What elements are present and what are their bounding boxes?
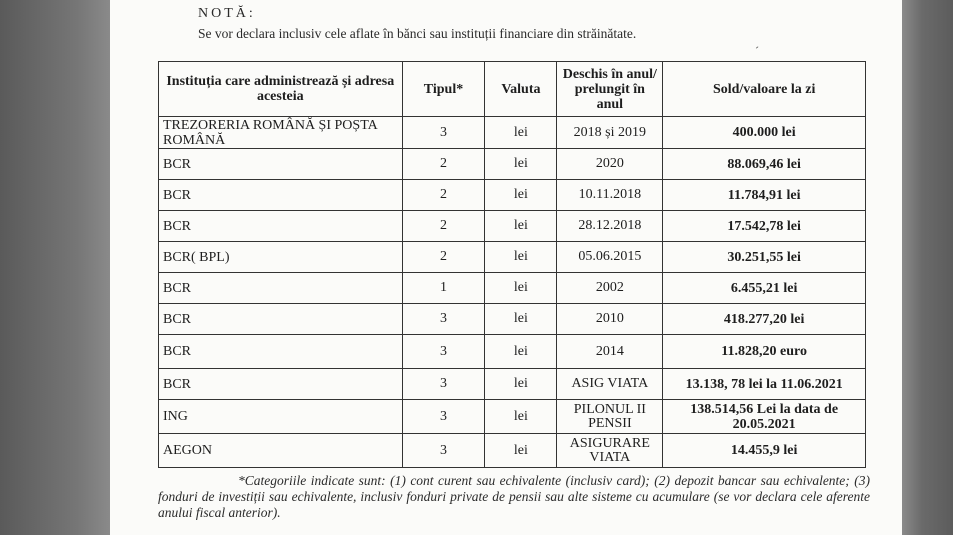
cell-balance: 418.277,20 lei xyxy=(663,304,866,335)
cell-institution: BCR xyxy=(159,369,403,400)
cell-institution: BCR xyxy=(159,149,403,180)
table-row xyxy=(159,304,866,335)
header-type: Tipul* xyxy=(402,62,485,117)
cell-currency: lei xyxy=(485,211,557,242)
cell-type: 2 xyxy=(402,242,485,273)
cell-currency: lei xyxy=(485,335,557,369)
cell-currency: lei xyxy=(485,304,557,335)
cell-type: 3 xyxy=(402,434,485,468)
cell-balance: 14.455,9 lei xyxy=(663,434,866,468)
header-balance: Sold/valoare la zi xyxy=(663,62,866,117)
cell-institution: BCR xyxy=(159,180,403,211)
cell-type: 2 xyxy=(402,211,485,242)
cell-currency: lei xyxy=(485,400,557,434)
cell-type: 3 xyxy=(402,335,485,369)
table-header-row xyxy=(159,62,866,117)
footnote-text: *Categoriile indicate sunt: (1) cont curent sau echivalente (inclusiv card); (2) depozit bancar sau echivalente; (3) fonduri de investiții sau echivalente, inclusiv fonduri private de pensii sau alte sisteme cu acumulare (se vor declara cele aferente anului fiscal anterior). xyxy=(158,473,870,520)
cell-institution: BCR xyxy=(159,273,403,304)
table-row xyxy=(159,434,866,468)
table-row xyxy=(159,180,866,211)
cell-type: 2 xyxy=(402,180,485,211)
nota-title: NOTĂ: xyxy=(198,6,256,21)
cell-balance: 30.251,55 lei xyxy=(663,242,866,273)
cell-type: 3 xyxy=(402,369,485,400)
cell-balance: 6.455,21 lei xyxy=(663,273,866,304)
cell-balance: 13.138, 78 lei la 11.06.2021 xyxy=(663,369,866,400)
table-row xyxy=(159,242,866,273)
cell-currency: lei xyxy=(485,117,557,149)
cell-type: 3 xyxy=(402,400,485,434)
cell-opened: 05.06.2015 xyxy=(557,242,663,273)
table-row xyxy=(159,211,866,242)
stray-mark: ´ xyxy=(755,44,759,58)
document-page xyxy=(110,0,902,535)
categories-footnote xyxy=(158,473,870,521)
cell-opened: 10.11.2018 xyxy=(557,180,663,211)
cell-opened: PILONUL II PENSII xyxy=(557,400,663,434)
cell-type: 1 xyxy=(402,273,485,304)
cell-type: 2 xyxy=(402,149,485,180)
cell-balance: 11.828,20 euro xyxy=(663,335,866,369)
table-row xyxy=(159,369,866,400)
cell-institution: TREZORERIA ROMÂNĂ ȘI POȘTA ROMÂNĂ xyxy=(159,117,403,149)
cell-type: 3 xyxy=(402,117,485,149)
cell-currency: lei xyxy=(485,369,557,400)
cell-balance: 138.514,56 Lei la data de 20.05.2021 xyxy=(663,400,866,434)
table-row xyxy=(159,273,866,304)
cell-balance: 88.069,46 lei xyxy=(663,149,866,180)
cell-opened: ASIGURARE VIATA xyxy=(557,434,663,468)
header-currency: Valuta xyxy=(485,62,557,117)
cell-currency: lei xyxy=(485,242,557,273)
cell-institution: AEGON xyxy=(159,434,403,468)
cell-currency: lei xyxy=(485,149,557,180)
cell-type: 3 xyxy=(402,304,485,335)
cell-opened: ASIG VIATA xyxy=(557,369,663,400)
bank-accounts-table xyxy=(158,61,866,468)
cell-institution: BCR xyxy=(159,211,403,242)
table-row xyxy=(159,400,866,434)
cell-opened: 2014 xyxy=(557,335,663,369)
table-row xyxy=(159,335,866,369)
cell-balance: 17.542,78 lei xyxy=(663,211,866,242)
cell-opened: 2018 și 2019 xyxy=(557,117,663,149)
cell-opened: 28.12.2018 xyxy=(557,211,663,242)
nota-text: Se vor declara inclusiv cele aflate în bănci sau instituții financiare din străinătate. xyxy=(198,26,637,41)
header-opened: Deschis în anul/ prelungit în anul xyxy=(557,62,663,117)
cell-institution: BCR xyxy=(159,335,403,369)
cell-balance: 11.784,91 lei xyxy=(663,180,866,211)
cell-balance: 400.000 lei xyxy=(663,117,866,149)
viewer-right-margin xyxy=(902,0,953,535)
cell-institution: BCR( BPL) xyxy=(159,242,403,273)
viewer-left-margin xyxy=(0,0,110,535)
cell-currency: lei xyxy=(485,434,557,468)
table-row xyxy=(159,149,866,180)
cell-institution: BCR xyxy=(159,304,403,335)
table-row xyxy=(159,117,866,149)
header-institution: Instituția care administrează și adresa acesteia xyxy=(159,62,403,117)
cell-opened: 2020 xyxy=(557,149,663,180)
cell-institution: ING xyxy=(159,400,403,434)
cell-currency: lei xyxy=(485,180,557,211)
cell-currency: lei xyxy=(485,273,557,304)
cell-opened: 2010 xyxy=(557,304,663,335)
cell-opened: 2002 xyxy=(557,273,663,304)
